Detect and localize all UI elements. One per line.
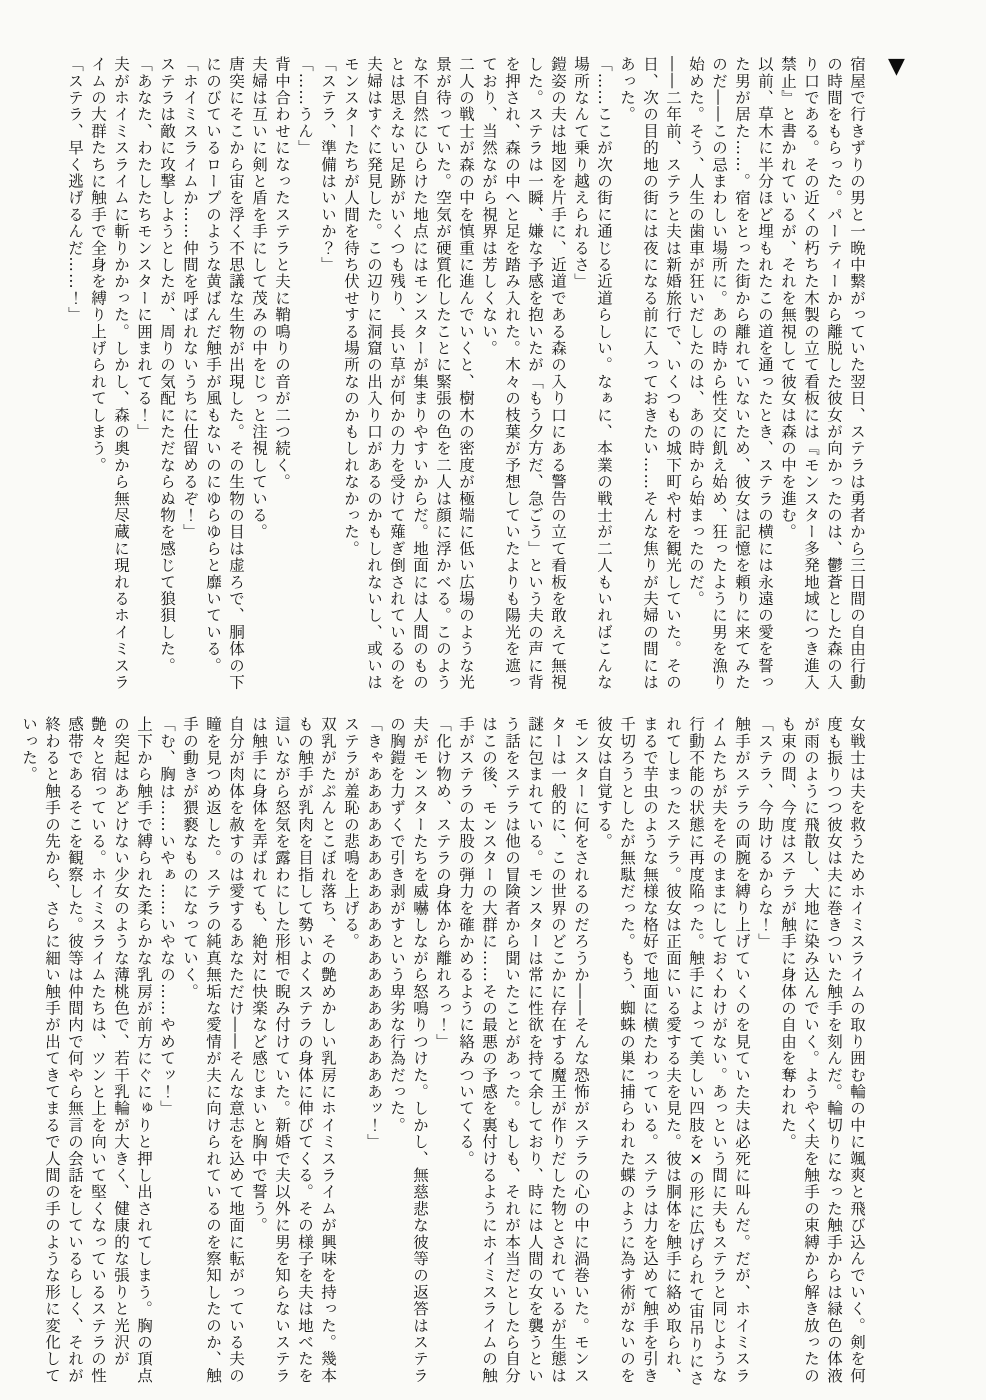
story-paragraph: 上下から触手で縛られた柔らかな乳房が前方にぐにゅりと押し出されてしまう。胸の頂点の突起はあどけない少女のような薄桃色で、若干乳輪が大きく、健康的な張りと光沢が艶々と宿っている。ホイミスライムたちは、ツンと上を向いて堅くなっているステラの性感帯であるそこを観察した。彼等は仲間内で何やら無言の会話をしているらしく、それが終わると触手の先から、さらに細い触手が出てきてまるで人間の手のような形に変化していった。 [20, 716, 153, 1384]
story-paragraph: 以前、草木に半分ほど埋もれたこの道を通ったとき、ステラの横には永遠の愛を誓った男が居た……。宿をとった街から離れていないため、彼女は記憶を頼りに来てみたのだ――この忌まわしい場所に。あの時から性交に飢え始め、狂ったように男を漁り始めた。そう、人生の歯車が狂いだしたのは、あの時から始まったのだ。 [687, 56, 774, 691]
story-paragraph: 唐突にそこから宙を浮く不思議な生物が出現した。その生物の目は虚ろで、胴体の下にのびているロープのような黄ばんだ触手が風もないのにゆらゆらと靡いている。 [204, 56, 245, 691]
story-paragraph: ステラが羞恥の悲鳴を上げる。 [342, 716, 360, 950]
story-paragraph: 「ステラ、早く逃げるんだ……！」 [66, 56, 84, 324]
story-paragraph: ステラは敵に攻撃しようとしたが、周りの気配にただならぬ物を感じて狼狽した。 [158, 56, 176, 674]
story-paragraph: 鎧姿の夫は地図を片手に、近道である森の入り口にある警告の立て看板を敢えて無視した。ステラは一瞬、嫌な予感を抱いたが「もう夕方だ、急ごう」という夫の声に背を押され、森の中へと足を踏み入れた。木々の枝葉が予想していたよりも陽光を遮っており、当然ながら視界は芳しくない。 [480, 56, 567, 691]
story-paragraph: 自分が肉体を赦すのは愛するあなただけ――そんな意志を込めて地面に転がっている夫の瞳を見つめ返した。ステラの純真無垢な愛情が夫に向けられているのを察知したのか、触手の動きが猥褻なものになっていく。 [181, 716, 245, 1384]
story-paragraph: 「化け物め、ステラの身体から離れろっ！」 [434, 716, 452, 1050]
section-start-triangle-marker: ▼ [888, 54, 905, 79]
story-paragraph: 双乳がたぷんとこぼれ落ち、その艶めかしい乳房にホイミスライムが興味を持った。幾本もの触手が乳肉を目指して勢いよくステラの身体に伸びてくる。その様子を夫は地べたを這いながら怒気を露わにした形相で睨み付けていた。新婚で夫以外に男を知らないステラは触手に身体を弄ばれても、絶対に快楽など感じまいと胸中で誓う。 [250, 716, 337, 1384]
story-text-block-bottom [17, 716, 868, 1394]
story-paragraph: 夫婦は互いに剣と盾を手にして茂みの中をじっと注視している。 [250, 56, 268, 541]
story-paragraph: ――二年前、ステラと夫は新婚旅行で、いくつもの城下町や村を観光していた。その日、次の目的地の街には夜になる前に入っておきたい……そんな焦りが夫婦の間にはあった。 [618, 56, 682, 691]
story-paragraph: 夫がモンスターたちを威嚇しながら怒鳴りつけた。しかし、無慈悲な彼等の返答はステラの胸鎧を力ずくで引き剥がすという卑劣な行為だった。 [388, 716, 429, 1384]
story-paragraph: 宿屋で行きずりの男と一晩中繋がっていた翌日、ステラは勇者から三日間の自由行動の時間をもらった。パーティーから離脱した彼女が向かったのは、鬱蒼とした森の入り口である。その近くの朽ちた木製の立て看板には『モンスター多発地域につき進入禁止』と書かれているが、それを無視して彼女は森の中を進む。 [779, 56, 866, 691]
story-paragraph: 触手がステラの両腕を縛り上げていくのを見ていた夫は必死に叫んだ。だが、ホイミスライムたちが夫をそのままにしておくわけがない。あっという間に夫もステラと同じような行動不能の状態に再度陥った。触手によって美しい四肢を×の形に広げられて宙吊りにされてしまったステラ。彼女は正面にいる愛する夫を見た。彼は胴体を触手に絡め取られ、まるで芋虫のような無様な格好で地面に横たわっている。ステラは力を込めて触手を引き千切ろうとしたが無駄だった。もう、蜘蛛の巣に捕らわれた蝶のように為す術がないのを彼女は自覚する。 [595, 716, 751, 1387]
story-paragraph: 「ステラ、今助けるからな！」 [756, 716, 774, 950]
story-paragraph: モンスターに何をされるのだろうか――そんな恐怖がステラの心の中に渦巻いた。モンスターは一般的に、この世界のどこかに存在する魔王が作りだした物とされているが生態は謎に包まれている。モンスターは常に性欲を持て余しており、時には人間の女を襲うという話をステラは他の冒険者から聞いたことがあった。もしも、それが本当だとしたら自分はこの後、モンスターの大群に……その最悪の予感を裏付けるようにホイミスライムの触手がステラの太股の弾力を確かめるように絡みついてくる。 [457, 716, 590, 1384]
story-paragraph: 「ステラ、準備はいいか？」 [319, 56, 337, 274]
story-paragraph: 二人の戦士が森の中を慎重に進んでいくと、樹木の密度が極端に低い広場のような光景が待っていた。空気が硬質化したことに緊張の色を二人は顔に浮かべる。このような不自然にひらけた地点にはモンスターが集まりやすいからだ。地面には人間のものとは思えない足跡がいくつも残り、長い草が何かの力を受けて薙ぎ倒されているのを夫婦はすぐに発見した。この辺りに洞窟の出入り口があるのかもしれないし、或いはモンスターたちが人間を待ち伏せする場所なのかもしれなかった。 [342, 56, 475, 691]
story-text-block-top [63, 56, 868, 696]
story-paragraph: 「あなた、わたしたちモンスターに囲まれてる！」 [135, 56, 153, 441]
story-paragraph: 「む、胸は……いやぁ……いやなの……やめてッ！」 [158, 716, 176, 1117]
story-paragraph: 「……ここが次の街に通じる近道らしい。なぁに、本業の戦士が二人もいればこんな場所なんて乗り越えられるさ」 [572, 56, 613, 691]
story-paragraph: 「きゃああああああああああああああああああああッ！」 [365, 716, 383, 1151]
story-paragraph: 背中合わせになったステラと夫に鞘鳴りの音が二つ続く。 [273, 56, 291, 491]
story-paragraph: 夫がホイミスライムに斬りかかった。しかし、森の奥から無尽蔵に現れるホイミスライムの大群たちに触手で全身を縛り上げられてしまう。 [89, 56, 130, 691]
story-paragraph: 「……うん」 [296, 56, 314, 157]
story-paragraph: 「ホイミスライムか……仲間を呼ばれないうちに仕留めるぞ！」 [181, 56, 199, 541]
story-paragraph: 女戦士は夫を救うためホイミスライムの取り囲む輪の中に颯爽と飛び込んでいく。剣を何度も振りつつ彼女は夫に巻きついた触手を刻んだ。輪切りになった触手からは緑色の体液が雨のように飛散し、大地に染み込んでいく。ようやく夫を触手の束縛から解き放ったのも束の間、今度はステラが触手に身体の自由を奪われた。 [779, 716, 866, 1385]
